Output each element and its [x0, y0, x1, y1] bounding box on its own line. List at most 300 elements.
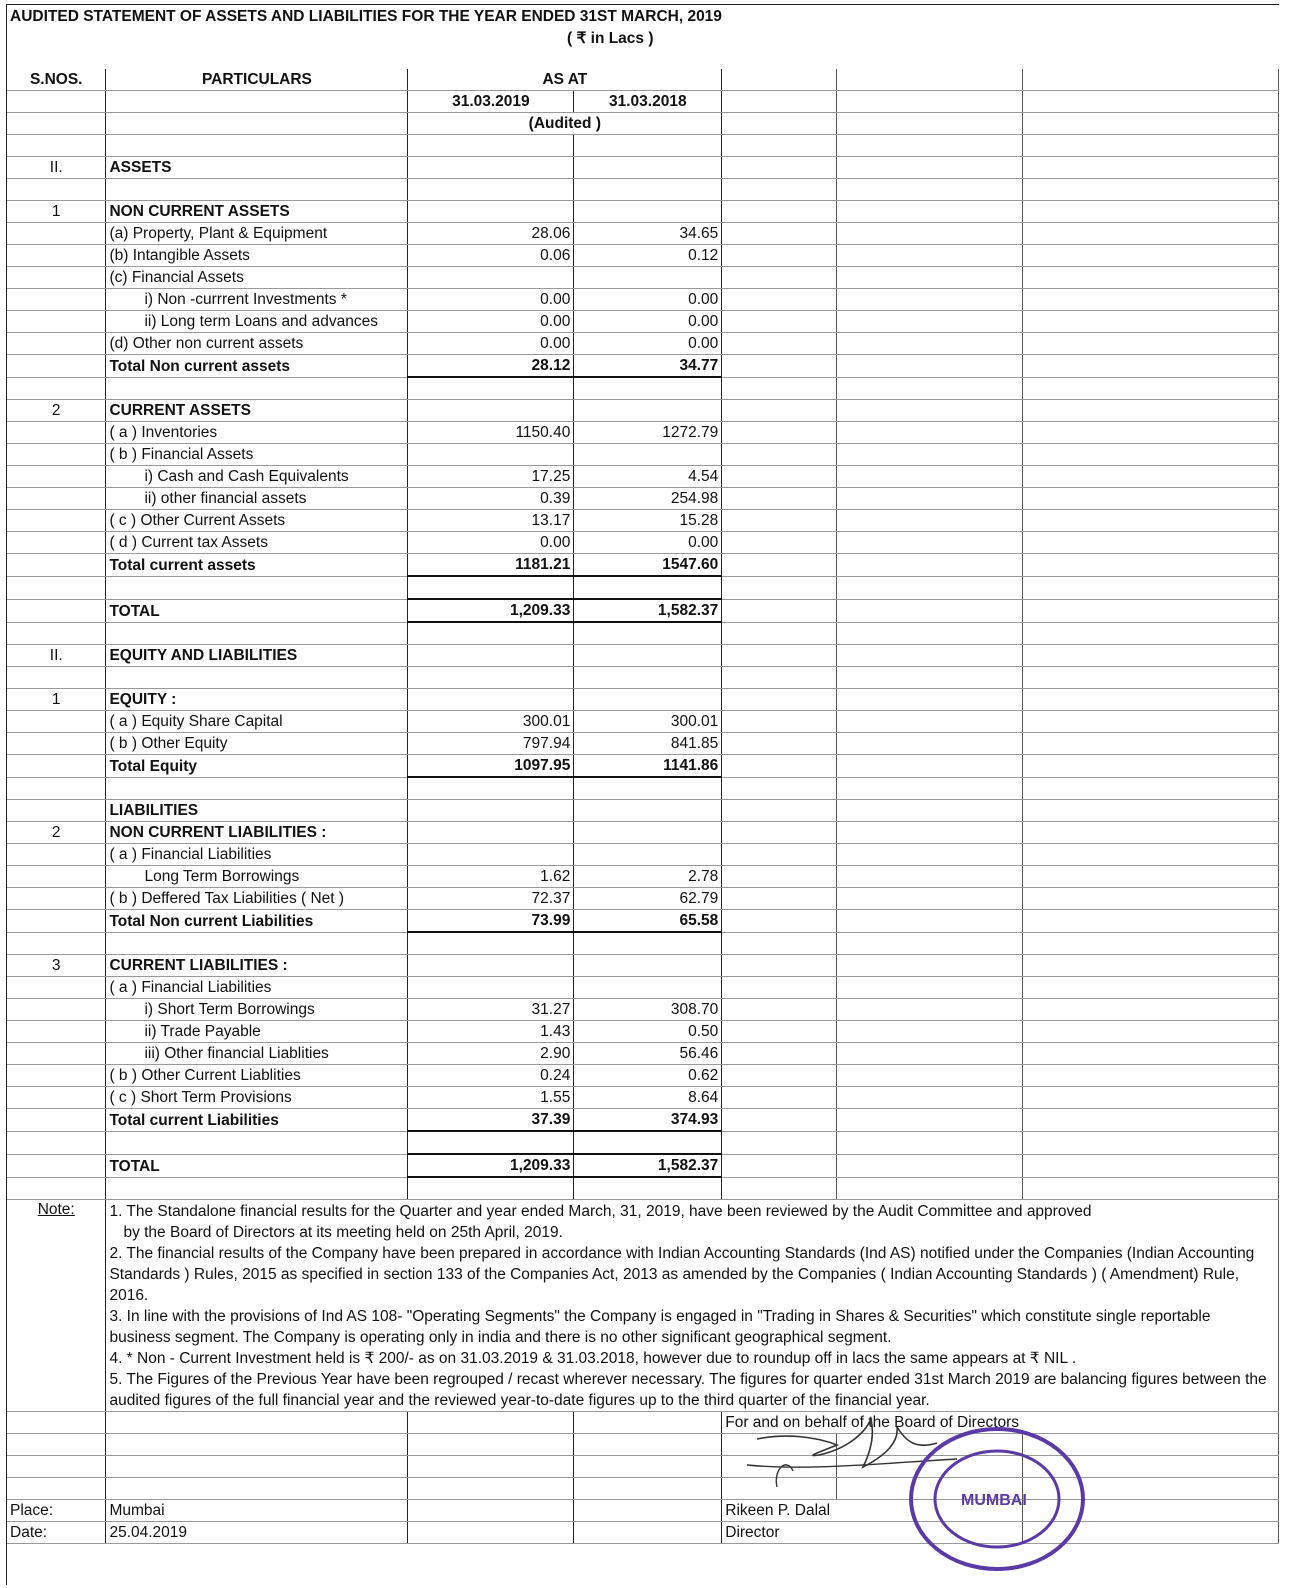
value-2019-cell [408, 800, 574, 822]
blank-cell [722, 69, 837, 91]
signatory-name: Rikeen P. Dalal [722, 1500, 1023, 1522]
value-2018-cell: 1272.79 [574, 422, 722, 444]
particular-cell [106, 1131, 408, 1154]
particular-cell: Total Non current Liabilities [106, 910, 408, 933]
blank-cell [722, 400, 837, 422]
particular-cell [106, 667, 408, 689]
particular-cell [106, 777, 408, 800]
blank-cell [1023, 488, 1279, 510]
note-n3: 3. In line with the provisions of Ind AS 108- "Operating Segments" the Company is engaged in "Trading in Shares & Securities" which constitute single reportable business segment. The Company is operating only in india and there is no other significant geographical segment. [109, 1308, 1211, 1346]
blank-cell [837, 1154, 1023, 1177]
blank-cell [1023, 1131, 1279, 1154]
particular-cell: iii) Other financial Liablities [106, 1043, 408, 1065]
blank-cell [722, 800, 837, 822]
particular-cell: ( c ) Other Current Assets [106, 510, 408, 532]
blank-cell [837, 333, 1023, 355]
blank-cell [1023, 689, 1279, 711]
blank-cell [408, 1412, 574, 1434]
value-2018-cell: 254.98 [574, 488, 722, 510]
value-2019-cell: 1.43 [408, 1021, 574, 1043]
value-2018-cell [574, 135, 722, 157]
blank-cell [722, 179, 837, 201]
blank-cell [722, 777, 837, 800]
line-item-row [7, 223, 1279, 245]
particular-cell [106, 1177, 408, 1200]
value-2018-cell [574, 777, 722, 800]
blank-cell [106, 91, 408, 113]
blank-cell [1023, 711, 1279, 733]
serial-cell [7, 888, 106, 910]
blank-cell [1023, 777, 1279, 800]
blank-cell [722, 1131, 837, 1154]
blank-cell [837, 888, 1023, 910]
company-seal [909, 1423, 1089, 1573]
particular-cell: ( b ) Financial Assets [106, 444, 408, 466]
notes-label: Note: [37, 1201, 75, 1218]
blank-cell [837, 1109, 1023, 1132]
value-2019-cell [408, 1131, 574, 1154]
blank-cell [1023, 999, 1279, 1021]
section-heading-row [7, 400, 1279, 422]
value-2018-cell [574, 1456, 722, 1478]
particular-cell [106, 1456, 408, 1478]
seal-text: MUMBAI [961, 1492, 1027, 1509]
blank-cell [837, 1177, 1023, 1200]
line-item-row [7, 1043, 1279, 1065]
blank-cell [837, 466, 1023, 488]
value-2018-cell: 0.12 [574, 245, 722, 267]
serial-cell [7, 532, 106, 554]
blank-cell [1023, 932, 1279, 955]
value-2019-cell [408, 135, 574, 157]
blank-cell [837, 1043, 1023, 1065]
particular-cell: ii) other financial assets [106, 488, 408, 510]
value-2019-cell: 0.00 [408, 532, 574, 554]
value-2019-cell [408, 1456, 574, 1478]
serial-cell [7, 289, 106, 311]
spacer-row [7, 1131, 1279, 1154]
blank-cell [1023, 1021, 1279, 1043]
place-label: Place: [7, 1500, 106, 1522]
blank-cell [722, 822, 837, 844]
value-2019-cell: 28.06 [408, 223, 574, 245]
value-2019-cell: 0.00 [408, 311, 574, 333]
blank-cell [722, 157, 837, 179]
value-2018-cell: 0.50 [574, 1021, 722, 1043]
blank-cell [1023, 955, 1279, 977]
subtotal-row [7, 755, 1279, 778]
value-2018-cell [574, 157, 722, 179]
serial-cell: 2 [7, 400, 106, 422]
serial-cell [7, 444, 106, 466]
blank-cell [837, 844, 1023, 866]
blank-cell [1023, 157, 1279, 179]
value-2019-cell: 300.01 [408, 711, 574, 733]
value-2018-cell [574, 1131, 722, 1154]
value-2019-cell [408, 1434, 574, 1456]
subtotal-row [7, 1109, 1279, 1132]
line-item-row [7, 888, 1279, 910]
blank-cell [837, 400, 1023, 422]
blank-cell [837, 1065, 1023, 1087]
blank-cell [837, 91, 1023, 113]
particular-cell: (c) Financial Assets [106, 267, 408, 289]
blank-cell [1023, 576, 1279, 599]
serial-cell [7, 1434, 106, 1456]
blank-cell [837, 822, 1023, 844]
statement-title: AUDITED STATEMENT OF ASSETS AND LIABILITIES FOR THE YEAR ENDED 31ST MARCH, 2019 [10, 8, 722, 25]
blank-cell [7, 91, 106, 113]
spacer-row [7, 622, 1279, 645]
serial-cell [7, 711, 106, 733]
blank-cell [837, 755, 1023, 778]
particular-cell: TOTAL [106, 1154, 408, 1177]
section-heading-row [7, 201, 1279, 223]
particular-cell: Total Equity [106, 755, 408, 778]
blank-cell [837, 113, 1023, 135]
value-2018-cell: 34.65 [574, 223, 722, 245]
blank-cell [837, 977, 1023, 999]
blank-cell [1023, 69, 1279, 91]
blank-cell [574, 1522, 722, 1544]
blank-cell [574, 1412, 722, 1434]
value-2019-cell: 31.27 [408, 999, 574, 1021]
line-item-row [7, 866, 1279, 888]
blank-cell [837, 444, 1023, 466]
blank-cell [722, 1087, 837, 1109]
value-2019-cell: 73.99 [408, 910, 574, 933]
section-heading-row [7, 955, 1279, 977]
blank-cell [1023, 1177, 1279, 1200]
line-item-row [7, 311, 1279, 333]
blank-cell [1023, 135, 1279, 157]
value-2018-cell: 308.70 [574, 999, 722, 1021]
serial-cell: 1 [7, 689, 106, 711]
blank-cell [1023, 400, 1279, 422]
blank-cell [574, 1500, 722, 1522]
place-value: Mumbai [106, 1500, 408, 1522]
blank-cell [722, 866, 837, 888]
serial-cell [7, 1131, 106, 1154]
serial-cell [7, 599, 106, 622]
line-item-row [7, 733, 1279, 755]
blank-cell [1023, 554, 1279, 577]
blank-cell [722, 1109, 837, 1132]
serial-cell [7, 179, 106, 201]
serial-cell [7, 1043, 106, 1065]
blank-cell [722, 532, 837, 554]
value-2018-cell: 1547.60 [574, 554, 722, 577]
serial-cell [7, 999, 106, 1021]
value-2018-cell [574, 844, 722, 866]
subtotal-row [7, 355, 1279, 378]
particular-cell: (d) Other non current assets [106, 333, 408, 355]
value-2019-cell [408, 844, 574, 866]
subtotal-row [7, 910, 1279, 933]
serial-cell [7, 1087, 106, 1109]
value-2019-cell [408, 157, 574, 179]
value-2018-cell: 374.93 [574, 1109, 722, 1132]
value-2018-cell: 2.78 [574, 866, 722, 888]
blank-cell [722, 667, 837, 689]
serial-cell [7, 667, 106, 689]
blank-cell [1023, 622, 1279, 645]
blank-cell [1023, 223, 1279, 245]
particular-cell [106, 576, 408, 599]
serial-cell [7, 755, 106, 778]
particular-cell: (a) Property, Plant & Equipment [106, 223, 408, 245]
as-at-header: AS AT [408, 69, 722, 91]
blank-cell [837, 667, 1023, 689]
blank-cell [837, 955, 1023, 977]
value-2018-cell [574, 977, 722, 999]
column-header-row [7, 69, 1279, 91]
value-2018-cell [574, 179, 722, 201]
currency-unit: ( ₹ in Lacs ) [567, 30, 654, 47]
blank-cell [837, 599, 1023, 622]
blank-cell [837, 289, 1023, 311]
blank-cell [837, 866, 1023, 888]
value-2018-cell [574, 1478, 722, 1500]
blank-cell [722, 444, 837, 466]
date-value: 25.04.2019 [106, 1522, 408, 1544]
serial-cell [7, 422, 106, 444]
serial-cell [7, 1021, 106, 1043]
blank-cell [1023, 311, 1279, 333]
particular-cell: NON CURRENT LIABILITIES : [106, 822, 408, 844]
serial-cell [7, 355, 106, 378]
value-2019-cell: 1,209.33 [408, 599, 574, 622]
spacer-row [7, 576, 1279, 599]
value-2018-cell [574, 645, 722, 667]
serial-cell [7, 466, 106, 488]
blank-cell [1023, 466, 1279, 488]
particular-cell [106, 179, 408, 201]
serial-cell [7, 576, 106, 599]
blank-cell [837, 689, 1023, 711]
blank-cell [1023, 645, 1279, 667]
value-2019-cell [408, 622, 574, 645]
value-2018-cell [574, 1177, 722, 1200]
value-2018-cell: 0.62 [574, 1065, 722, 1087]
blank-cell [837, 179, 1023, 201]
value-2019-cell: 1097.95 [408, 755, 574, 778]
particular-cell: ii) Long term Loans and advances [106, 311, 408, 333]
particular-cell [106, 622, 408, 645]
serial-cell [7, 267, 106, 289]
blank-cell [722, 554, 837, 577]
blank-cell [1023, 822, 1279, 844]
blank-cell [837, 355, 1023, 378]
value-2019-cell [408, 777, 574, 800]
value-2019-cell: 1.62 [408, 866, 574, 888]
spacer-row [7, 667, 1279, 689]
particular-cell [106, 1434, 408, 1456]
signatory-designation: Director [722, 1522, 1023, 1544]
blank-cell [837, 532, 1023, 554]
value-2019-cell: 72.37 [408, 888, 574, 910]
grand-total-row [7, 1154, 1279, 1177]
behalf-text: For and on behalf of the Board of Directors [722, 1412, 1279, 1434]
particular-cell [106, 377, 408, 400]
line-item-row [7, 245, 1279, 267]
particular-cell: ii) Trade Payable [106, 1021, 408, 1043]
blank-cell [408, 1500, 574, 1522]
value-2018-cell [574, 622, 722, 645]
value-2018-cell: 0.00 [574, 333, 722, 355]
particular-cell: Total current Liabilities [106, 1109, 408, 1132]
blank-cell [1023, 844, 1279, 866]
serial-cell: 3 [7, 955, 106, 977]
blank-cell [722, 135, 837, 157]
blank-cell [837, 733, 1023, 755]
date-label: Date: [7, 1522, 106, 1544]
serial-cell [7, 800, 106, 822]
blank-cell [1023, 245, 1279, 267]
blank-cell [837, 422, 1023, 444]
spacer-row [7, 377, 1279, 400]
value-2018-cell [574, 377, 722, 400]
line-item-row [7, 711, 1279, 733]
value-2018-cell: 300.01 [574, 711, 722, 733]
value-2018-cell [574, 955, 722, 977]
notes-row [7, 1200, 1279, 1412]
particular-cell: LIABILITIES [106, 800, 408, 822]
date-2019-header: 31.03.2019 [408, 91, 574, 113]
serial-cell [7, 1456, 106, 1478]
value-2019-cell: 28.12 [408, 355, 574, 378]
value-2018-cell [574, 400, 722, 422]
blank-cell [722, 267, 837, 289]
value-2019-cell: 0.06 [408, 245, 574, 267]
blank-cell [837, 999, 1023, 1021]
value-2019-cell: 0.00 [408, 289, 574, 311]
note-n1a: 1. The Standalone financial results for the Quarter and year ended March, 31, 2019, have been reviewed by the Audit Committee and approved [109, 1203, 1092, 1220]
line-item-row [7, 1087, 1279, 1109]
serial-cell [7, 622, 106, 645]
blank-cell [722, 910, 837, 933]
value-2018-cell [574, 444, 722, 466]
value-2018-cell [574, 667, 722, 689]
blank-cell [722, 333, 837, 355]
blank-cell [722, 645, 837, 667]
value-2019-cell: 37.39 [408, 1109, 574, 1132]
particular-cell: ( c ) Short Term Provisions [106, 1087, 408, 1109]
blank-cell [837, 645, 1023, 667]
value-2018-cell [574, 201, 722, 223]
blank-cell [1023, 866, 1279, 888]
particular-cell [106, 932, 408, 955]
value-2019-cell [408, 645, 574, 667]
blank-cell [408, 1522, 574, 1544]
blank-cell [1023, 910, 1279, 933]
blank-cell [722, 733, 837, 755]
serial-cell [7, 1154, 106, 1177]
blank-cell [722, 622, 837, 645]
blank-cell [722, 1065, 837, 1087]
liabilities-heading-row [7, 800, 1279, 822]
audited-header-row [7, 113, 1279, 135]
blank-cell [1023, 422, 1279, 444]
value-2018-cell: 841.85 [574, 733, 722, 755]
value-2019-cell: 17.25 [408, 466, 574, 488]
blank-cell [837, 223, 1023, 245]
blank-cell [837, 910, 1023, 933]
audited-header: (Audited ) [408, 113, 722, 135]
value-2019-cell [408, 377, 574, 400]
line-item-row [7, 977, 1279, 999]
value-2019-cell: 0.39 [408, 488, 574, 510]
serial-cell [7, 135, 106, 157]
value-2019-cell [408, 267, 574, 289]
blank-cell [837, 377, 1023, 400]
date-header-row [7, 91, 1279, 113]
statement-sheet [6, 4, 1279, 1585]
blank-cell [722, 1177, 837, 1200]
blank-cell [722, 977, 837, 999]
blank-cell [837, 777, 1023, 800]
blank-cell [1023, 1087, 1279, 1109]
blank-cell [837, 69, 1023, 91]
blank-cell [1023, 1109, 1279, 1132]
serial-cell [7, 554, 106, 577]
blank-cell [722, 91, 837, 113]
blank-cell [722, 355, 837, 378]
value-2018-cell: 65.58 [574, 910, 722, 933]
line-item-row [7, 289, 1279, 311]
line-item-row [7, 532, 1279, 554]
blank-cell [1023, 201, 1279, 223]
serial-cell: 1 [7, 201, 106, 223]
value-2019-cell [408, 179, 574, 201]
serial-cell [7, 844, 106, 866]
blank-cell [722, 245, 837, 267]
blank-cell [1023, 888, 1279, 910]
blank-cell [1023, 179, 1279, 201]
blank-cell [722, 201, 837, 223]
blank-cell [837, 510, 1023, 532]
value-2018-cell: 15.28 [574, 510, 722, 532]
serial-cell [7, 1109, 106, 1132]
particular-cell: i) Non -currrent Investments * [106, 289, 408, 311]
serial-cell [7, 866, 106, 888]
blank-cell [837, 135, 1023, 157]
value-2019-cell: 2.90 [408, 1043, 574, 1065]
particular-cell: i) Cash and Cash Equivalents [106, 466, 408, 488]
line-item-row [7, 999, 1279, 1021]
blank-cell [722, 311, 837, 333]
value-2019-cell: 0.24 [408, 1065, 574, 1087]
value-2019-cell [408, 201, 574, 223]
blank-cell [1023, 510, 1279, 532]
value-2019-cell [408, 444, 574, 466]
note-n1b: by the Board of Directors at its meeting held on 25th April, 2019. [123, 1224, 563, 1241]
blank-cell [1023, 733, 1279, 755]
blank-cell [837, 622, 1023, 645]
value-2019-cell: 1,209.33 [408, 1154, 574, 1177]
line-item-row [7, 444, 1279, 466]
value-2019-cell [408, 977, 574, 999]
blank-cell [722, 576, 837, 599]
particular-cell: EQUITY AND LIABILITIES [106, 645, 408, 667]
sno-header: S.NOS. [7, 69, 106, 91]
value-2018-cell: 1,582.37 [574, 1154, 722, 1177]
blank-cell [1023, 800, 1279, 822]
grand-total-row [7, 599, 1279, 622]
blank-cell [1023, 289, 1279, 311]
value-2019-cell [408, 576, 574, 599]
particular-cell: CURRENT LIABILITIES : [106, 955, 408, 977]
